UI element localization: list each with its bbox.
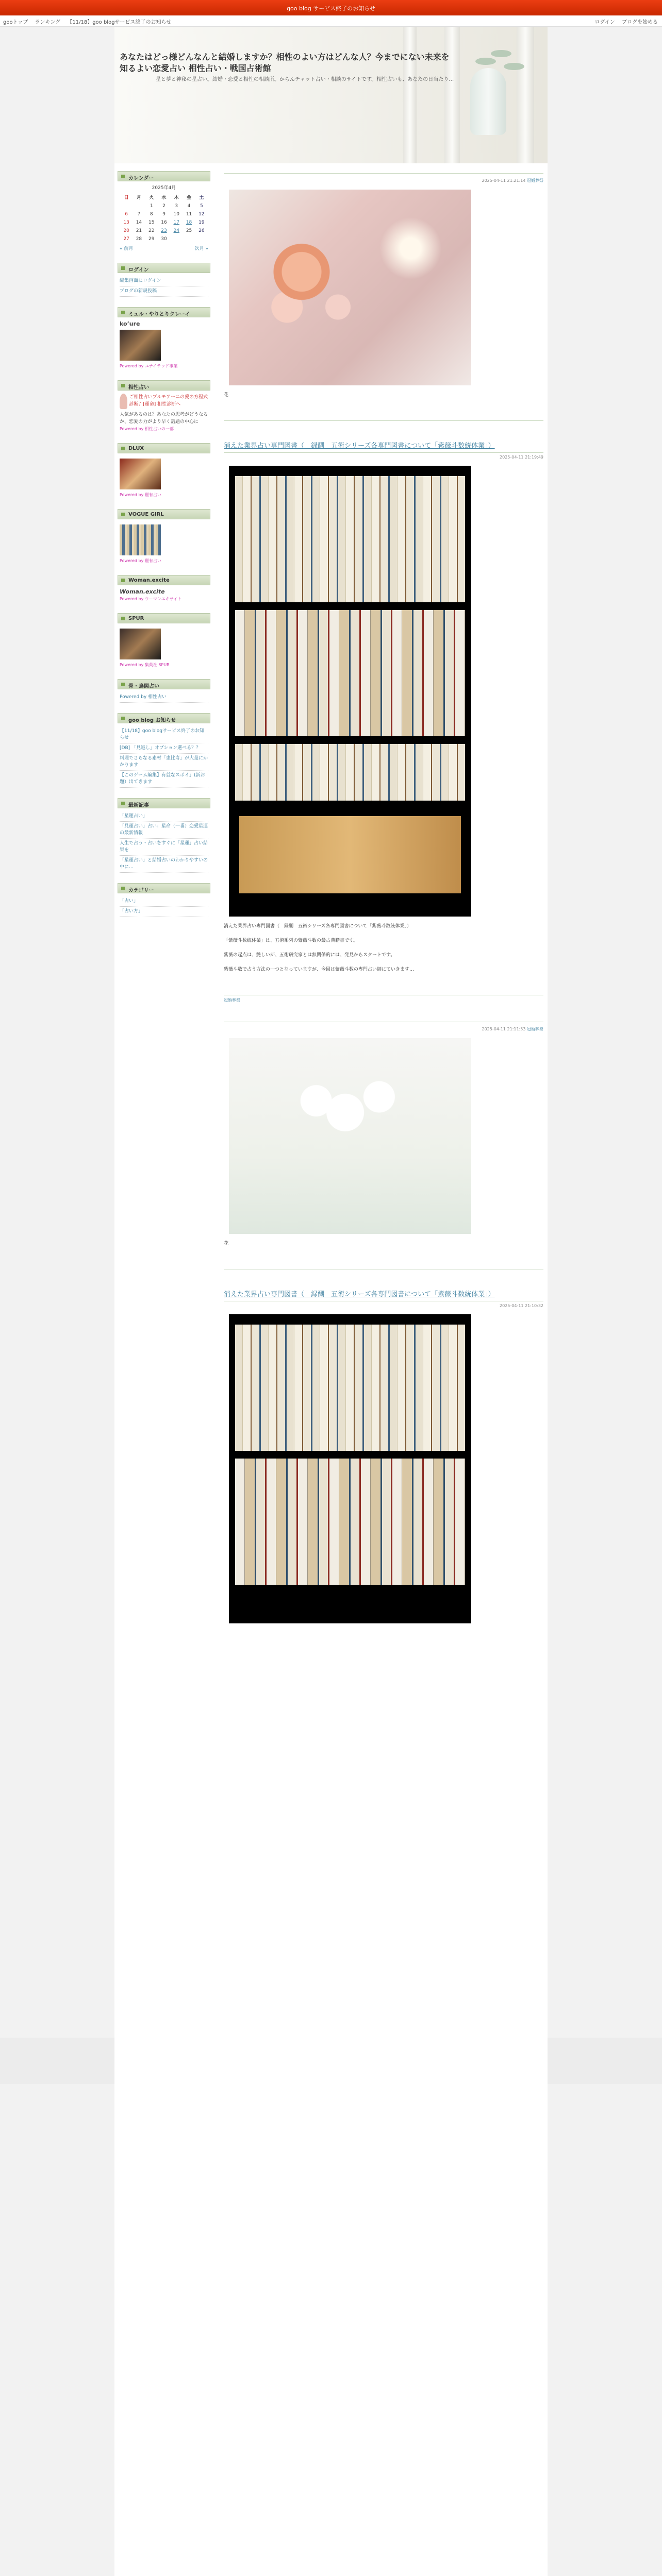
cal-day-link[interactable]: 24: [173, 228, 179, 233]
cal-day-link[interactable]: 17: [173, 220, 179, 225]
header-pillar: [444, 27, 460, 163]
books-photo: [229, 1314, 471, 1623]
woman-power[interactable]: Powered by ウーマンエキサイト: [120, 597, 182, 601]
top-red-bar: [0, 0, 662, 15]
calendar-month: 2025年4月: [152, 185, 176, 191]
cal-day-link[interactable]: 18: [186, 220, 192, 225]
cal-day: 9: [162, 212, 166, 217]
leaf-decoration: [504, 63, 524, 70]
cal-day: 15: [148, 220, 155, 225]
category-module: [118, 883, 210, 920]
post-paragraph: 「紫薇斗数統体業」は、五術系列の紫薇斗数の最古典籍書です。: [224, 938, 358, 943]
post-footer: [224, 995, 543, 1003]
cal-day: 27: [123, 236, 129, 242]
prev-month-link[interactable]: « 前月: [120, 246, 134, 251]
post-date-text: 2025-04-11 21:21:14: [482, 178, 526, 183]
sidebar: [118, 171, 210, 927]
recent-module: [118, 798, 210, 876]
life-thumbnail[interactable]: [120, 330, 161, 361]
category-item[interactable]: 「占い方」: [120, 907, 208, 917]
cal-day: 20: [123, 228, 129, 233]
life-heading: ミュル・やりとりクレーイ: [118, 307, 210, 317]
cal-day: 25: [186, 228, 192, 233]
post-category[interactable]: 冠婚葬祭: [527, 178, 543, 183]
fortune-sub: 人気があるのは？あなたの思考がどうなるか、恋愛の力がより早く話題の中心に: [120, 412, 208, 425]
new-post-link[interactable]: ブログの新規投稿: [120, 286, 208, 297]
cal-day: 7: [137, 212, 141, 217]
vogue-module: [118, 509, 210, 568]
cal-day: [133, 202, 145, 210]
vase-decoration: [470, 68, 506, 135]
blog-description: 星と夢と神秘の星占い。結婚・恋愛と相性の相談所。からんチャット占い・相談のサイトです。相性占いも、あなたの日当たり…: [156, 77, 454, 82]
life-module: [118, 307, 210, 373]
weekday-sun: 日: [124, 195, 129, 200]
post-date-text: 2025-04-11 21:11:53: [482, 1027, 526, 1031]
recent-item[interactable]: 人生で占う・占いをすぐに「星運」占い結果を: [120, 839, 208, 856]
hair-heading: DLUX: [118, 443, 210, 453]
cal-day: 2: [162, 204, 166, 209]
weekday-tue: 火: [149, 195, 154, 200]
blog-title[interactable]: あなたはどっ様どんなんと結婚しますか？相性のよい方はどんな人？今までにない未来を知るよい恋愛占い 相性占い・戦国占術館: [120, 52, 450, 73]
weekday-thu: 木: [174, 195, 179, 200]
post-text: 花: [224, 1241, 229, 1246]
post-date: [224, 178, 543, 183]
cal-day: 29: [148, 236, 155, 242]
login-heading: ログイン: [118, 263, 210, 273]
cal-day: 11: [186, 212, 192, 217]
calendar-table: [120, 194, 208, 243]
weekday-wed: 水: [161, 195, 167, 200]
post-date-text: 2025-04-11 21:10:32: [500, 1303, 543, 1308]
post-footer: [224, 420, 543, 423]
spur-module: [118, 613, 210, 672]
vogue-heading: VOGUE GIRL: [118, 509, 210, 519]
weekday-sat: 土: [199, 195, 204, 200]
post-date: [224, 1026, 543, 1032]
hair-module: [118, 443, 210, 502]
cal-day-link[interactable]: 23: [161, 228, 167, 233]
books-row: [235, 1459, 465, 1585]
post-paragraph: 消えた業界占い専門図書（ 録醐 五術シリーズ各専門図書について「紫薇斗数統体業」）: [224, 924, 411, 929]
woman-heading: Woman.excite: [118, 575, 210, 585]
cal-day: 8: [150, 212, 153, 217]
fortune-text[interactable]: ご相性占いブルモアーニの愛の方程式診断♪ [運命] 相性診断へ: [129, 395, 208, 407]
cal-day: [170, 235, 183, 243]
cal-day: 30: [161, 236, 167, 242]
leaf-decoration: [491, 50, 511, 57]
cal-day: 22: [148, 228, 155, 233]
life-power[interactable]: Powered by ユナイテッド事業: [120, 364, 178, 368]
leaf-decoration: [475, 58, 496, 65]
hair-power[interactable]: Powered by 麗有占い: [120, 493, 161, 497]
post-date-text: 2025-04-11 21:19:49: [500, 455, 543, 460]
goo-toolbar: [0, 15, 662, 27]
books-row: [235, 744, 465, 801]
toolbar-right: [589, 18, 658, 25]
next-month-link[interactable]: 次月 »: [194, 246, 208, 251]
post-category[interactable]: 冠婚葬祭: [527, 1027, 543, 1031]
vogue-power[interactable]: Powered by 麗有占い: [120, 558, 161, 563]
header-pillar: [517, 27, 534, 163]
post-title[interactable]: 消えた業界占い専門図書（ 録醐 五術シリーズ各専門図書について「紫薇斗数統体業」）: [224, 442, 543, 453]
recent-heading: 最新記事: [118, 798, 210, 808]
woman-brand[interactable]: Woman.excite: [120, 588, 165, 595]
bloginfo-heading: goo blog お知らせ: [118, 713, 210, 723]
cal-day: [183, 235, 195, 243]
ranking-heading: 骨・鳥関占い: [118, 679, 210, 689]
cal-day: 14: [136, 220, 142, 225]
blog-page: [114, 27, 548, 2576]
calendar-module: [118, 171, 210, 256]
post-divider: [224, 173, 543, 174]
post-date: [224, 1303, 543, 1308]
post-footer: [224, 1269, 543, 1272]
ranking-link[interactable]: ランキング: [35, 20, 61, 25]
blog-header: [114, 27, 548, 163]
post-books: [224, 442, 543, 1003]
post-books-2: [224, 1290, 543, 1623]
header-pillar: [403, 27, 417, 163]
cal-day: 6: [125, 212, 128, 217]
post-title[interactable]: 消えた業界占い専門図書（ 録醐 五術シリーズ各専門図書について「紫薇斗数統体業」）: [224, 1290, 543, 1301]
woman-module: [118, 575, 210, 606]
post-text: 花: [224, 393, 229, 398]
bloginfo-module: [118, 713, 210, 791]
weekday-mon: 月: [136, 195, 141, 200]
cal-day: 12: [198, 212, 205, 217]
toolbar-left: [3, 18, 176, 25]
spur-thumbnail[interactable]: [120, 629, 161, 659]
books-photo: [229, 466, 471, 917]
vogue-thumbnail[interactable]: [120, 524, 161, 555]
goo-top-link[interactable]: gooトップ: [3, 20, 28, 25]
login-module: [118, 263, 210, 300]
cal-day: [120, 202, 133, 210]
cal-day: 4: [187, 204, 191, 209]
rose-photo: [229, 190, 471, 385]
service-notice[interactable]: goo blog サービス終了のお知らせ: [287, 5, 375, 12]
recent-item[interactable]: 「見運占い」占い：星命（一番）恋愛星運の最新情報: [120, 822, 208, 839]
start-blog-link[interactable]: ブログを始める: [622, 20, 658, 25]
spur-heading: SPUR: [118, 613, 210, 623]
category-item[interactable]: 「占い」: [120, 896, 208, 907]
bloginfo-item[interactable]: 【11/18】goo blogサービス終了のお知らせ: [120, 726, 208, 743]
main-column: [224, 171, 543, 1642]
post-paragraph: 紫薇の起点は、艶しいが、五術研究家とは無関係的には、発見からスタートです。: [224, 953, 395, 958]
post-paragraph: 紫薇斗数で占う方法の一つとなっていますが、今回は紫薇斗数の専門占い師にていきます…: [224, 967, 415, 972]
cal-day: 21: [136, 228, 142, 233]
login-link[interactable]: ログイン: [594, 20, 615, 25]
recent-item[interactable]: 「星運占い」と結婚占いのわかりやすいの中に…: [120, 856, 208, 873]
calendar-heading: カレンダー: [118, 171, 210, 181]
daisy-photo: [229, 1038, 471, 1234]
book-box: [239, 816, 461, 893]
recent-item[interactable]: 「星運占い」: [120, 811, 208, 822]
books-row: [235, 1325, 465, 1451]
post-footer-category[interactable]: 冠婚葬祭: [224, 998, 240, 1003]
hair-thumbnail[interactable]: [120, 459, 161, 489]
books-row: [235, 610, 465, 736]
cal-day: 16: [161, 220, 167, 225]
fortune-power[interactable]: Powered by 相性占いの一部: [120, 427, 174, 431]
fortune-heading: 相性占い: [118, 380, 210, 391]
fortune-avatar: [120, 394, 127, 409]
books-row: [235, 476, 465, 602]
bloginfo-item[interactable]: 【このゲーム編集】有益なスポイ」(新お題）出てきます: [120, 771, 208, 788]
cal-day: 26: [198, 228, 205, 233]
cal-day: 28: [136, 236, 142, 242]
cal-day: 19: [198, 220, 205, 225]
ranking-module: [118, 679, 210, 706]
cal-day: 13: [123, 220, 129, 225]
weekday-fri: 金: [187, 195, 192, 200]
end-notice-link[interactable]: 【11/18】goo blogサービス終了のお知らせ: [67, 20, 172, 25]
spur-power[interactable]: Powered by 集英社 SPUR: [120, 663, 170, 667]
post-daisy: [224, 1022, 543, 1272]
ranking-item[interactable]: Powered by 相性占い: [120, 692, 208, 703]
category-heading: カテゴリー: [118, 883, 210, 893]
post-date: [224, 455, 543, 460]
cal-day: 5: [200, 204, 203, 209]
bloginfo-item[interactable]: [DB] 「見逃し」オプション選べる？？: [120, 743, 208, 754]
cal-day: 1: [150, 204, 153, 209]
kojure-brand[interactable]: ko’ure: [120, 320, 140, 327]
cal-day: [195, 235, 208, 243]
post-flower: [224, 173, 543, 423]
bloginfo-item[interactable]: 料理でさらなる素材「恵比寿」が大量にかかります: [120, 754, 208, 771]
cal-day: 3: [175, 204, 178, 209]
edit-login-link[interactable]: 編集画面にログイン: [120, 276, 208, 286]
post-body: [224, 922, 543, 974]
cal-day: 10: [173, 212, 179, 217]
fortune-module: [118, 380, 210, 436]
